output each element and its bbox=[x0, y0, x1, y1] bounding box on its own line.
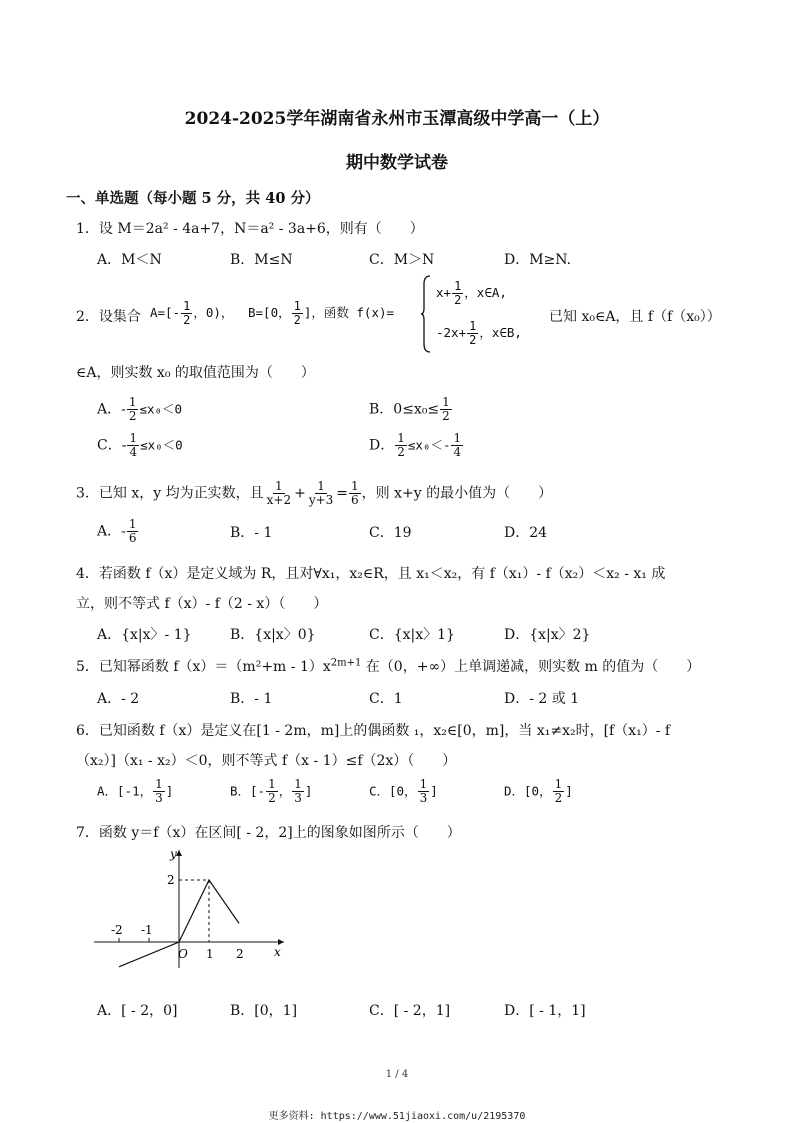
q6-option-a: A．[-1， $\frac{1}{3}$ ] bbox=[97, 777, 174, 805]
question-6-line1: 6．已知函数 f（x）是定义在[1 - 2m，m]上的偶函数 ₁，x₂∈[0，m]，当 x₁≠x₂时，[f（x₁）- f bbox=[76, 723, 671, 739]
page-number: 1 / 4 bbox=[385, 1069, 409, 1080]
q2-set-a: A=[- $\frac{1}{2}$ ，0)， bbox=[150, 299, 234, 327]
q2-option-b: B．0≤x₀≤ $\frac{1}{2}$ bbox=[369, 395, 450, 423]
y-tick-label: 2 bbox=[167, 873, 175, 887]
y-axis-label: y bbox=[170, 847, 177, 861]
q4-option-a: A．{x|x〉- 1} bbox=[97, 627, 192, 643]
q4-option-b: B．{x|x〉0} bbox=[230, 627, 316, 643]
q5-option-d: D．- 2 或 1 bbox=[504, 691, 580, 707]
q7-option-c: C．[ - 2，1] bbox=[369, 1003, 451, 1019]
q7-option-b: B．[0，1] bbox=[230, 1003, 298, 1019]
piecewise-brace bbox=[420, 274, 432, 354]
origin-label: O bbox=[178, 947, 188, 961]
x-tick-label: 2 bbox=[236, 947, 244, 961]
q6-option-b: B．[- $\frac{1}{2}$ ， $\frac{1}{3}$ ] bbox=[230, 777, 313, 805]
x-tick-label: -2 bbox=[111, 923, 123, 937]
q1-option-b: B．M≤N bbox=[230, 252, 293, 268]
q4-option-d: D．{x|x〉2} bbox=[504, 627, 591, 643]
source-link[interactable]: 更多资料: https://www.51jiaoxi.com/u/2195370 bbox=[268, 1111, 526, 1122]
x-axis-label: x bbox=[274, 945, 281, 959]
paper-title-line1: 2024-2025学年湖南省永州市玉潭高级中学高一（上） bbox=[184, 109, 610, 129]
q2-case-1: x+ $\frac{1}{2}$ ，x∈A, bbox=[436, 279, 507, 307]
question-2-lead: 2．设集合 bbox=[76, 309, 141, 325]
question-5: 5．已知幂函数 $f(x)=(m^2+m - 1)x^{2m+1}$ 在（0，+∞）上单调递减，则实数 m 的值为（ ） bbox=[76, 657, 701, 675]
q1-option-c: C．M＞N bbox=[369, 252, 435, 268]
q7-function-graph bbox=[88, 842, 298, 972]
question-3: 3．已知 x，y 均为正实数，且 $\frac{1}{x+2}$ + $\frac{1}{y+3}$ = $\frac{1}{6}$ ，则 x+y 的最小值为（ ） bbox=[76, 479, 553, 507]
q6-option-c: C．[0， $\frac{1}{3}$ ] bbox=[369, 777, 438, 805]
q3-option-c: C．19 bbox=[369, 525, 412, 541]
q6-option-d: D．[0， $\frac{1}{2}$ ] bbox=[504, 777, 573, 805]
q2-tail: 已知 x₀∈A，且 f（f（x₀）） bbox=[549, 309, 721, 325]
q2-option-d: D． $\frac{1}{2}$ ≤x₀＜- $\frac{1}{4}$ bbox=[369, 431, 462, 459]
section-heading: 一、单选题（每小题 5 分，共 40 分） bbox=[66, 190, 320, 207]
q7-option-a: A．[ - 2，0] bbox=[97, 1003, 178, 1019]
q2-line2: ∈A，则实数 x₀ 的取值范围为（ ） bbox=[76, 365, 315, 381]
q3-option-b: B．- 1 bbox=[230, 525, 273, 541]
paper-title-line2: 期中数学试卷 bbox=[346, 153, 448, 173]
question-4-line1: 4．若函数 f（x）是定义域为 R，且对∀x₁，x₂∈R，且 x₁＜x₂，有 f（x₁）- f（x₂）＜x₂ - x₁ 成 bbox=[76, 566, 666, 582]
q4-option-c: C．{x|x〉1} bbox=[369, 627, 455, 643]
question-1-text: 1．设 M＝2a² - 4a+7，N＝a² - 3a+6，则有（ ） bbox=[76, 221, 424, 237]
question-7: 7．函数 y＝f（x）在区间[ - 2，2]上的图象如图所示（ ） bbox=[76, 825, 461, 841]
q2-set-b: B=[0， $\frac{1}{2}$ ]，函数 f(x)= bbox=[248, 299, 395, 327]
q2-case-2: -2x+ $\frac{1}{2}$ ，x∈B, bbox=[436, 319, 522, 347]
q2-option-c: C．- $\frac{1}{4}$ ≤x₀＜0 bbox=[97, 431, 183, 459]
q1-option-a: A．M＜N bbox=[97, 252, 162, 268]
question-6-line2: （x₂）]（x₁ - x₂）＜0，则不等式 f（x - 1）≤f（2x）（ ） bbox=[76, 753, 457, 769]
x-tick-label: -1 bbox=[141, 923, 153, 937]
q5-option-c: C．1 bbox=[369, 691, 403, 707]
q1-option-d: D．M≥N. bbox=[504, 252, 572, 268]
q3-option-a: A．- $\frac{1}{6}$ bbox=[97, 517, 137, 545]
x-tick-label: 1 bbox=[206, 947, 214, 961]
q5-option-a: A．- 2 bbox=[97, 691, 140, 707]
q7-option-d: D．[ - 1，1] bbox=[504, 1003, 586, 1019]
q2-option-a: A．- $\frac{1}{2}$ ≤x₀＜0 bbox=[97, 395, 183, 423]
q3-option-d: D．24 bbox=[504, 525, 548, 541]
q5-option-b: B．- 1 bbox=[230, 691, 273, 707]
question-4-line2: 立，则不等式 f（x）- f（2 - x）（ ） bbox=[76, 596, 328, 612]
